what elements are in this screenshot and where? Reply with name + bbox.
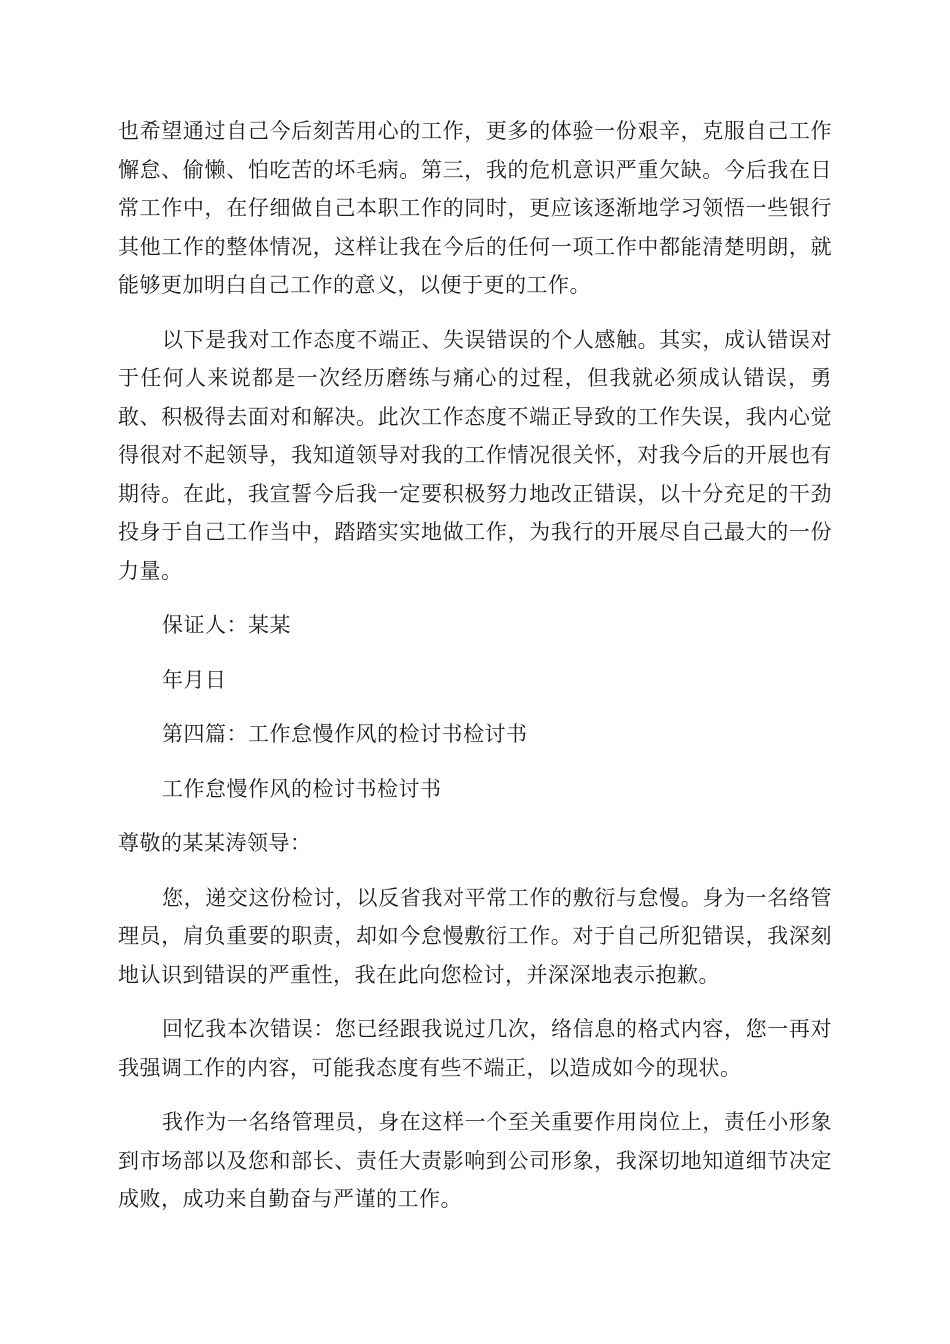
paragraph-reflection: 以下是我对工作态度不端正、失误错误的个人感触。其实，成认错误对于任何人来说都是一次经历磨练与痛心的过程，但我就必须成认错误，勇敢、积极得去面对和解决。此次工作态度不端正导致的工作失误，我内心觉得很对不起领导，我知道领导对我的工作情况很关怀，对我今后的开展也有期待。在此，我宣誓今后我一定要积极努力地改正错误，以十分充足的干劲投身于自己工作当中，踏踏实实地做工作，为我行的开展尽自己最大的一份力量。 — [118, 327, 832, 583]
document-page — [118, 112, 832, 1219]
paragraph-apology: 您，递交这份检讨，以反省我对平常工作的敷衍与怠慢。身为一名络管理员，肩负重要的职责，却如今怠慢敷衍工作。对于自己所犯错误，我深刻地认识到错误的严重性，我在此向您检讨，并深深地表示抱歉。 — [118, 885, 832, 987]
section-title: 第四篇：工作怠慢作风的检讨书检讨书 — [162, 722, 528, 746]
paragraph-continuation: 也希望通过自己今后刻苦用心的工作，更多的体验一份艰辛，克服自己工作懈怠、偷懒、怕吃苦的坏毛病。第三，我的危机意识严重欠缺。今后我在日常工作中，在仔细做自己本职工作的同时，更应该逐渐地学习领悟一些银行其他工作的整体情况，这样让我在今后的任何一项工作中都能清楚明朗，就能够更加明白自己工作的意义，以便于更的工作。 — [118, 119, 832, 297]
paragraph-recall: 回忆我本次错误：您已经跟我说过几次，络信息的格式内容，您一再对我强调工作的内容，可能我态度有些不端正，以造成如今的现状。 — [118, 1017, 832, 1080]
date-line: 年月日 — [162, 667, 227, 692]
salutation: 尊敬的某某涛领导： — [118, 831, 312, 855]
paragraph-responsibility: 我作为一名络管理员，身在这样一个至关重要作用岗位上，责任小形象到市场部以及您和部长、责任大责影响到公司形象，我深切地知道细节决定成败，成功来自勤奋与严谨的工作。 — [118, 1110, 832, 1211]
guarantor-line: 保证人：某某 — [162, 613, 291, 637]
letter-title: 工作怠慢作风的检讨书检讨书 — [162, 776, 442, 801]
